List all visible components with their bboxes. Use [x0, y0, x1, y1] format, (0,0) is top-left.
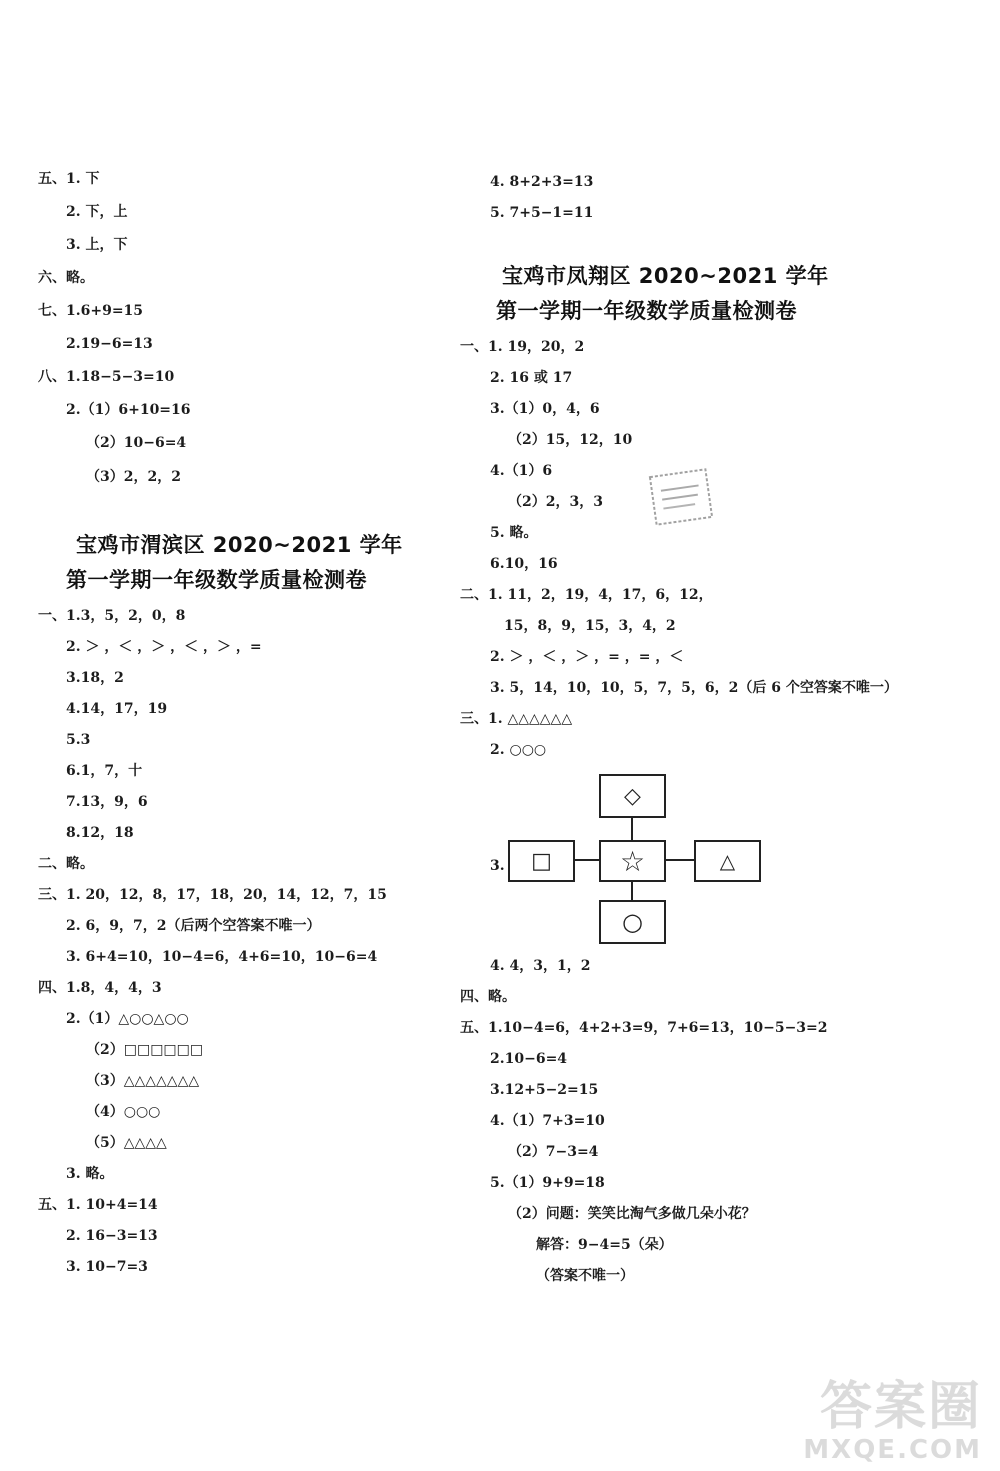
answer-line: 三、1. △△△△△△: [460, 711, 573, 727]
right-shape-box: [694, 840, 761, 882]
answer-line: 2. ＞ ，＜ ，＞ ，＜ ，＞ ，=: [66, 639, 262, 655]
exam-title: 宝鸡市渭滨区 2020~2021 学年: [76, 533, 403, 557]
left-shape-box: [508, 840, 575, 882]
circle-icon: ○: [622, 908, 643, 936]
answer-line: （3）2，2，2: [86, 469, 181, 485]
star-icon: ☆: [619, 844, 646, 878]
square-icon: □: [531, 848, 552, 874]
answer-line: 5. 7+5−1=11: [490, 205, 594, 221]
answer-line: （2）问题：笑笑比淘气多做几朵小花？: [508, 1206, 756, 1222]
answer-line: 三、1. 20，12，8，17，18，20，14，12，7，15: [38, 887, 387, 903]
answer-line: 4. 4，3，1，2: [490, 958, 591, 974]
answer-line: （2）2，3，3: [508, 494, 603, 510]
answer-line: 6.1，7，十: [66, 763, 143, 779]
answer-line: 四、1.8，4，4，3: [38, 980, 162, 996]
answer-line: 2.10−6=4: [490, 1051, 568, 1067]
answer-line: 解答：9−4=5（朵）: [536, 1237, 673, 1253]
answer-line: 3. 略。: [66, 1166, 114, 1182]
connector-line: [631, 816, 633, 840]
answer-line: 3. 10−7=3: [66, 1259, 148, 1275]
answer-line: （4）○○○: [86, 1104, 161, 1120]
connector-line: [664, 859, 694, 861]
answer-line: 3.（1）0，4，6: [490, 401, 600, 417]
answer-line: （答案不唯一）: [536, 1268, 634, 1284]
answer-line: 二、略。: [38, 856, 94, 872]
answer-line: 五、1. 下: [38, 171, 100, 187]
answer-line: 3. 6+4=10，10−4=6，4+6=10，10−6=4: [66, 949, 378, 965]
answer-line: 2. ＞ ，＜ ，＞ ，= ，= ，＜: [490, 649, 684, 665]
answer-line: 2. 16−3=13: [66, 1228, 158, 1244]
answer-line: 3.12+5−2=15: [490, 1082, 599, 1098]
diamond-icon: ◇: [624, 783, 641, 809]
answer-line: 一、1.3，5，2，0，8: [38, 608, 186, 624]
answer-line: 2. 6，9，7，2（后两个空答案不唯一）: [66, 918, 321, 934]
watermark-domain: MXQE.COM: [803, 1435, 982, 1465]
answer-line: 3.18，2: [66, 670, 124, 686]
answer-line: 2. 16 或 17: [490, 370, 573, 386]
answer-line: （2）15，12，10: [508, 432, 633, 448]
answer-line: 7.13，9，6: [66, 794, 148, 810]
answer-line: 2.（1）6+10=16: [66, 402, 191, 418]
answer-line: 四、略。: [460, 989, 516, 1005]
answer-line: 2.（1）△○○△○○: [66, 1011, 189, 1027]
answer-line: 3. 5，14，10，10，5，7，5，6，2（后 6 个空答案不唯一）: [490, 680, 898, 696]
answer-line: 5.（1）9+9=18: [490, 1175, 605, 1191]
answer-line: 一、1. 19，20，2: [460, 339, 585, 355]
answer-line: 5.3: [66, 732, 91, 748]
answer-line: 七、1.6+9=15: [38, 303, 144, 319]
answer-line: 4.（1）7+3=10: [490, 1113, 605, 1129]
exam-title: 宝鸡市凤翔区 2020~2021 学年: [502, 264, 829, 288]
answer-line: 二、1. 11，2，19，4，17，6，12，: [460, 587, 713, 603]
answer-line: 2.19−6=13: [66, 336, 153, 352]
connector-line: [573, 859, 599, 861]
answer-line: （5）△△△△: [86, 1135, 167, 1151]
answer-line: （2）10−6=4: [86, 435, 187, 451]
answer-line: 八、1.18−5−3=10: [38, 369, 175, 385]
stamp-icon: [647, 466, 716, 528]
diagram-label: 3.: [490, 858, 505, 874]
watermark-brand: 答案圈: [819, 1377, 982, 1437]
answer-line: 8.12，18: [66, 825, 134, 841]
answer-line: 4.（1）6: [490, 463, 553, 479]
answer-line: （2）□□□□□□: [86, 1042, 204, 1058]
exam-subtitle: 第一学期一年级数学质量检测卷: [496, 299, 797, 323]
triangle-icon: △: [719, 849, 736, 873]
top-shape-box: [599, 774, 666, 818]
answer-line: 4. 8+2+3=13: [490, 174, 594, 190]
answer-line: （3）△△△△△△△: [86, 1073, 200, 1089]
answer-line: 3. 上，下: [66, 237, 128, 253]
bottom-shape-box: [599, 900, 666, 944]
answer-line: 2. ○○○: [490, 742, 547, 758]
answer-line: 5. 略。: [490, 525, 538, 541]
answer-line: 2. 下，上: [66, 204, 128, 220]
answer-line: 五、1. 10+4=14: [38, 1197, 158, 1213]
watermark-logo: [747, 1364, 982, 1465]
answer-line: 15，8，9，15，3，4，2: [504, 618, 676, 634]
answer-line: 五、1.10−4=6，4+2+3=9，7+6=13，10−5−3=2: [460, 1020, 828, 1036]
answer-line: 6.10，16: [490, 556, 558, 572]
exam-subtitle: 第一学期一年级数学质量检测卷: [66, 568, 367, 592]
connector-line: [631, 880, 633, 900]
center-shape-box: [599, 840, 666, 882]
answer-line: 六、略。: [38, 270, 94, 286]
answer-line: （2）7−3=4: [508, 1144, 599, 1160]
answer-line: 4.14，17，19: [66, 701, 168, 717]
